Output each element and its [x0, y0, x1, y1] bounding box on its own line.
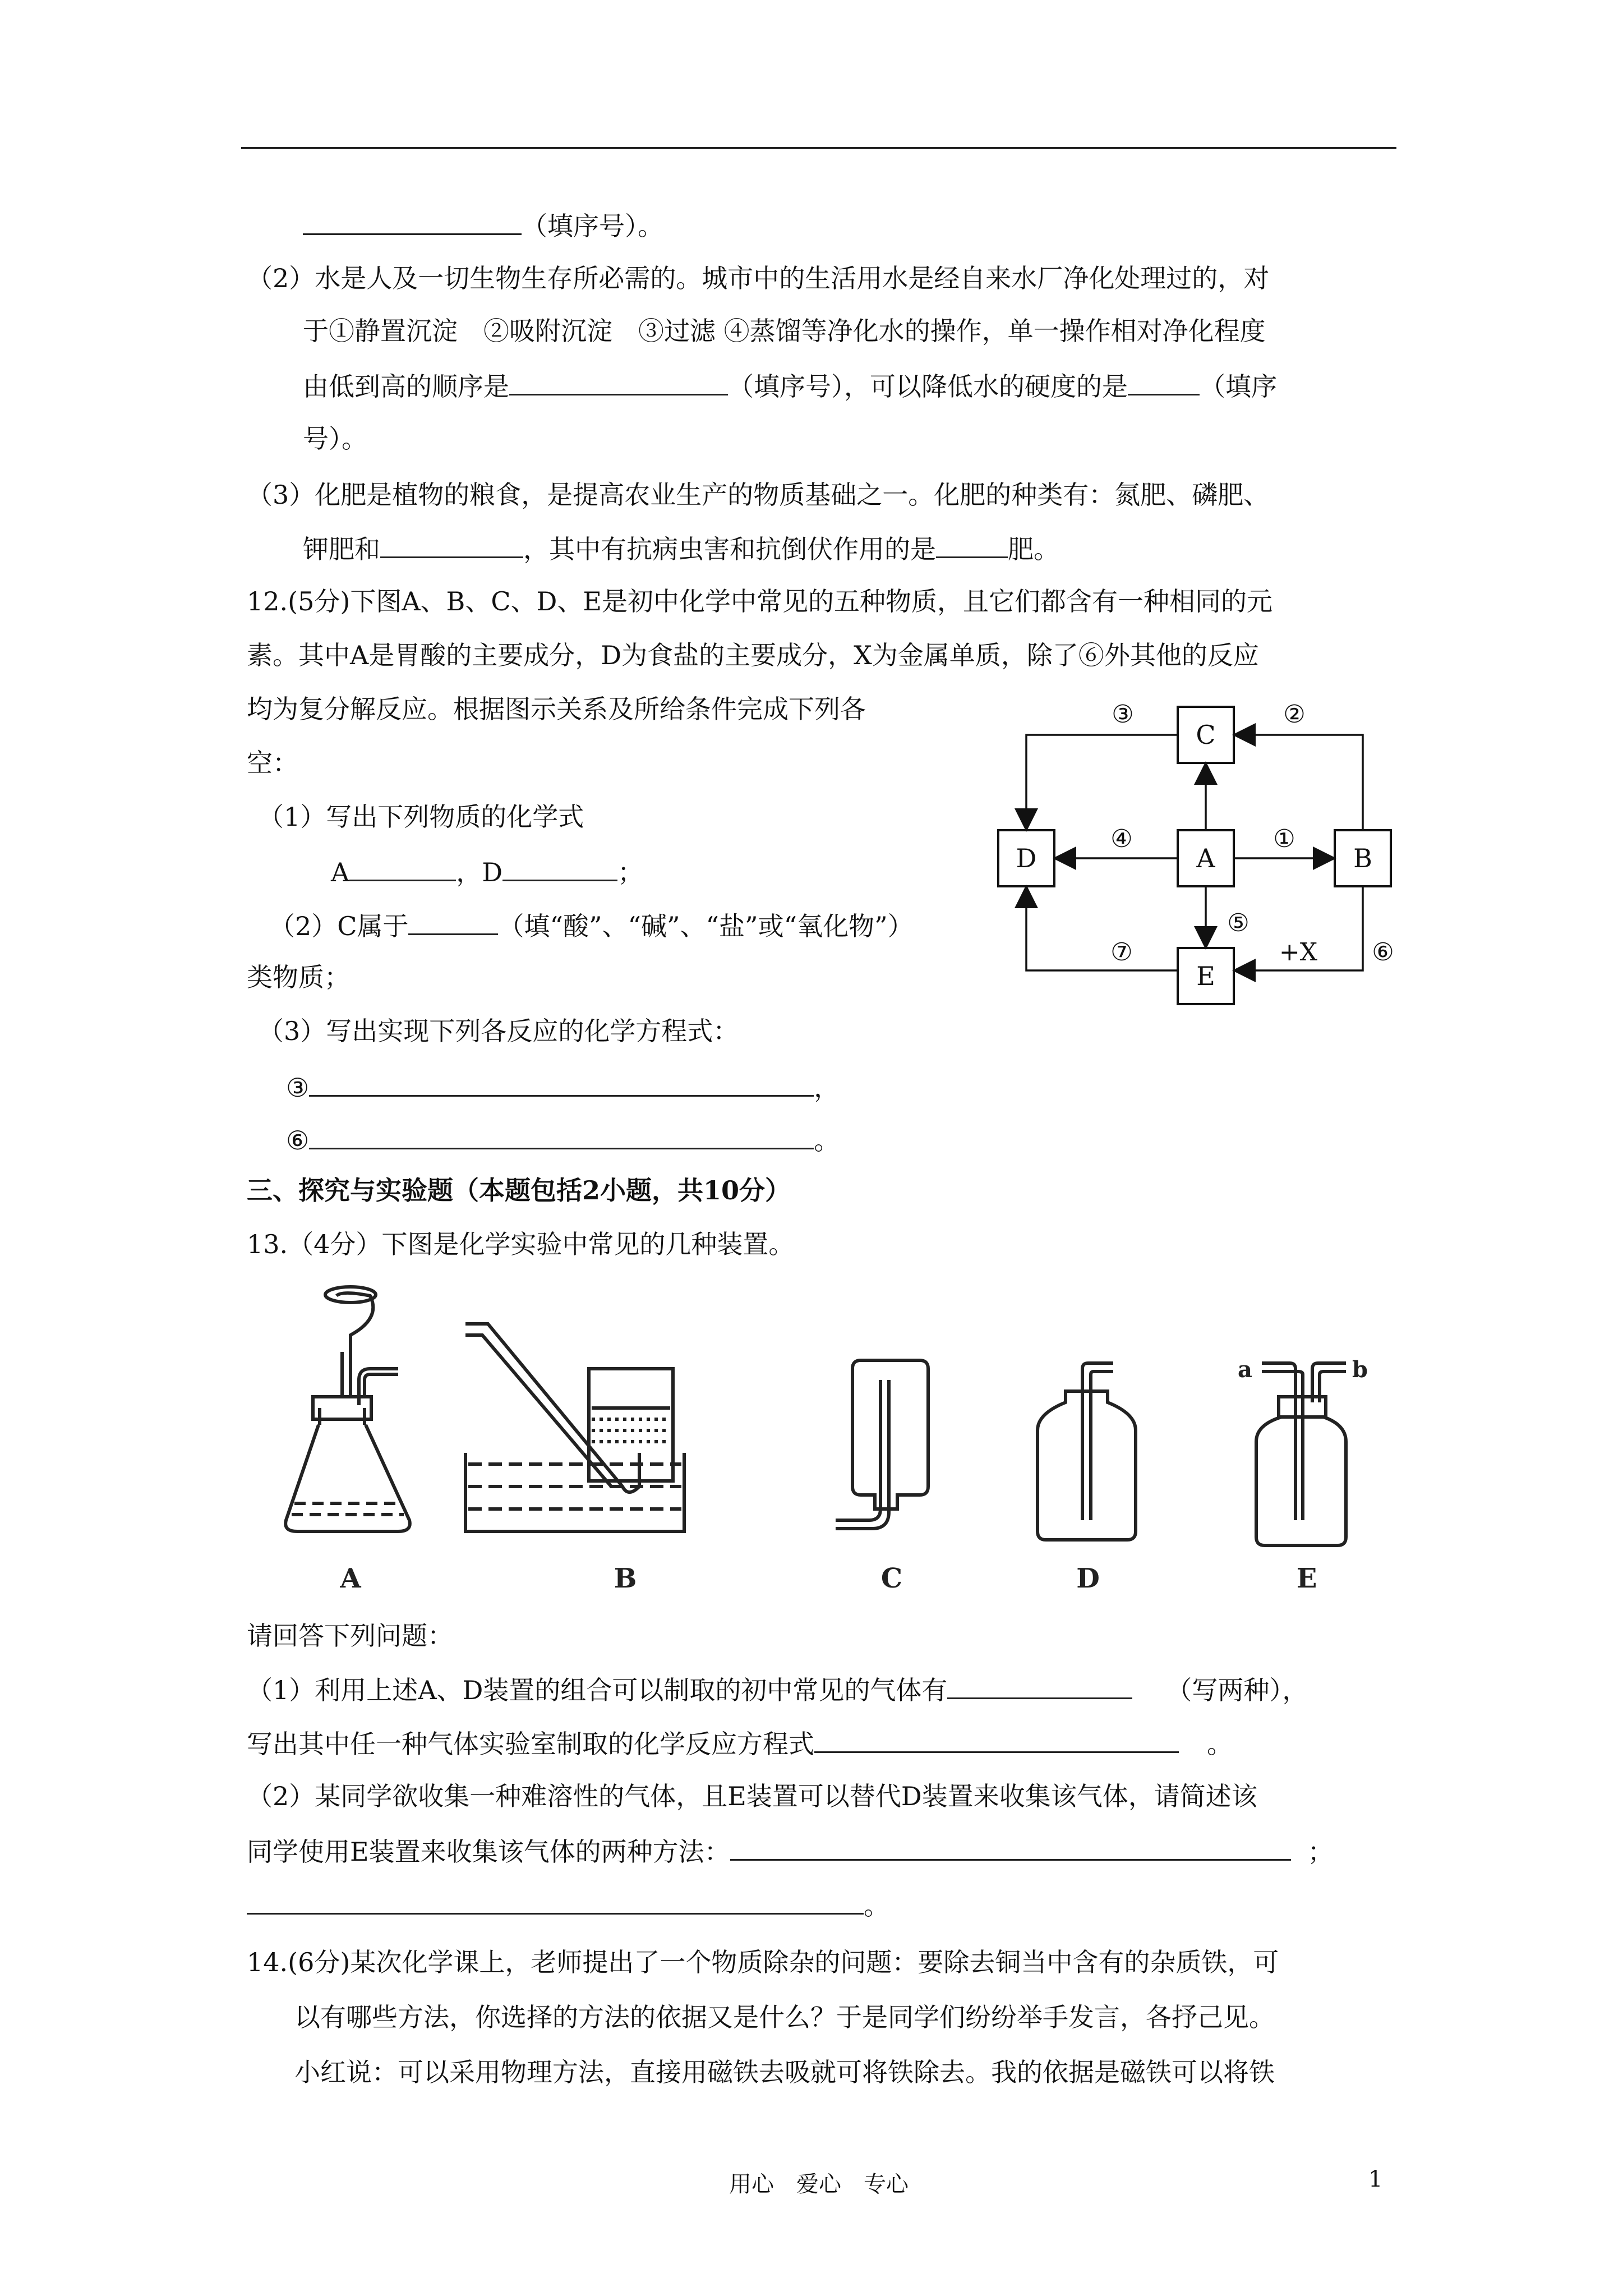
- answer-blank[interactable]: [936, 531, 1008, 558]
- apparatus-c: [836, 1360, 928, 1529]
- q14-line1: 14.(6分)某次化学课上，老师提出了一个物质除杂的问题：要除去铜当中含有的杂质铁，可: [247, 1947, 1279, 1977]
- answer-blank[interactable]: [247, 1887, 864, 1915]
- q12-sub1-answers: [331, 854, 643, 889]
- port-a-label: a: [1238, 1356, 1252, 1383]
- q14-line3: 小红说：可以采用物理方法，直接用磁铁去吸就可将铁除去。我的依据是磁铁可以将铁: [294, 2057, 1275, 2087]
- q11-p2-line3: [303, 368, 1277, 403]
- q13-p1d: 。: [1207, 1729, 1233, 1759]
- apparatus-b: [465, 1324, 684, 1531]
- q13-p2-line1: （2）某同学欲收集一种难溶性的气体，且E装置可以替代D装置来收集该气体，请简述该: [247, 1781, 1257, 1811]
- edge-label-5: ⑤: [1227, 909, 1249, 937]
- q12-sub2: [269, 908, 914, 943]
- page-number: 1: [1368, 2166, 1383, 2192]
- q11-p3-line2c: 肥。: [1008, 534, 1059, 564]
- apparatus-e: [1256, 1363, 1346, 1545]
- footer-motto: 用心 爱心 专心: [729, 2171, 909, 2197]
- answer-blank[interactable]: [309, 1122, 814, 1149]
- answer-blank[interactable]: [408, 908, 498, 935]
- apparatus-figure: [252, 1285, 1402, 1599]
- q11-p2-line3b: （填序号），可以降低水的硬度的是: [728, 371, 1128, 402]
- answer-blank[interactable]: [1128, 368, 1200, 395]
- header-rule: [241, 147, 1396, 149]
- q12-line3: 均为复分解反应。根据图示关系及所给条件完成下列各: [247, 694, 866, 724]
- edge-b-to-c: [1236, 735, 1363, 830]
- q13-p1-line2: [247, 1726, 1233, 1761]
- apparatus-a: [285, 1287, 410, 1531]
- q11-p2-line1: （2）水是人及一切生物生存所必需的。城市中的生活用水是经自来水厂净化处理过的，对: [247, 263, 1270, 293]
- q12-eq3-label: ③: [286, 1073, 310, 1103]
- q12-sub2a: （2）C属于: [269, 911, 409, 941]
- q13-p1b: （写两种），: [1166, 1675, 1308, 1705]
- q12-eq3-end: ，: [814, 1073, 840, 1103]
- apparatus-label-a: A: [340, 1563, 361, 1594]
- reaction-diagram: [987, 696, 1402, 1010]
- q12-sub1: （1）写出下列物质的化学式: [258, 802, 584, 832]
- port-b-label: b: [1352, 1356, 1368, 1383]
- q12-eq3: [286, 1069, 840, 1105]
- q14-line2: 以有哪些方法，你选择的方法的依据又是什么？于是同学们纷纷举手发言，各抒己见。: [294, 2002, 1275, 2032]
- answer-blank[interactable]: [947, 1672, 1132, 1699]
- node-a-label: A: [1196, 843, 1215, 873]
- q12-line2: 素。其中A是胃酸的主要成分，D为食盐的主要成分，X为金属单质，除了⑥外其他的反应: [247, 640, 1259, 670]
- q11-p2-line2: 于①静置沉淀 ②吸附沉淀 ③过滤 ④蒸馏等净化水的操作，单一操作相对净化程度: [303, 316, 1266, 346]
- q12-eq6: [286, 1122, 840, 1157]
- edge-e-to-d: [1026, 889, 1178, 970]
- q11-p3-line2a: 钾肥和: [303, 534, 380, 564]
- edge-label-3: ③: [1112, 700, 1134, 729]
- edge-label-1: ①: [1273, 825, 1295, 853]
- q12-eq6-label: ⑥: [286, 1125, 310, 1156]
- node-d-label: D: [1016, 843, 1037, 873]
- q11-p3-line2b: ，其中有抗病虫害和抗倒伏作用的是: [523, 534, 936, 564]
- q11-p2-line3a: 由低到高的顺序是: [303, 371, 509, 402]
- q12-label-a: A: [331, 857, 350, 887]
- answer-blank[interactable]: [380, 531, 523, 558]
- edge-label-7: ⑦: [1110, 938, 1133, 967]
- q13-p2-line3: [247, 1887, 889, 1922]
- q11-line0-text: （填序号）。: [522, 211, 663, 241]
- q11-p2-line3c: （填序: [1200, 371, 1277, 402]
- edge-label-6: ⑥: [1372, 938, 1394, 967]
- q12-line4: 空：: [247, 748, 298, 778]
- q12-sub2c: 类物质；: [247, 962, 350, 992]
- apparatus-label-d: D: [1076, 1563, 1100, 1594]
- q12-label-d: ，D: [456, 857, 503, 887]
- edge-label-2: ②: [1283, 700, 1306, 729]
- q13-p1c: 写出其中任一种气体实验室制取的化学反应方程式: [247, 1729, 814, 1759]
- node-e-label: E: [1196, 961, 1215, 991]
- answer-blank[interactable]: [730, 1833, 1291, 1861]
- answer-blank[interactable]: [509, 368, 728, 395]
- q13-p2b: 同学使用E装置来收集该气体的两种方法：: [247, 1837, 730, 1867]
- q13-p2c: ；: [1307, 1837, 1334, 1867]
- q13-ask: 请回答下列问题：: [247, 1621, 453, 1651]
- q13-p2d: 。: [864, 1890, 889, 1921]
- q12-line1: 12.(5分)下图A、B、C、D、E是初中化学中常见的五种物质，且它们都含有一种相同的元: [247, 586, 1272, 616]
- q13-p2-line2: [247, 1833, 1334, 1869]
- node-c-label: C: [1196, 720, 1216, 750]
- apparatus-label-c: C: [880, 1563, 903, 1594]
- answer-blank[interactable]: [814, 1726, 1179, 1753]
- edge-c-to-d: [1026, 735, 1178, 828]
- q11-line0: [303, 208, 663, 243]
- q13-p1a: （1）利用上述A、D装置的组合可以制取的初中常见的气体有: [247, 1675, 948, 1705]
- q12-eq6-end: 。: [814, 1125, 840, 1156]
- apparatus-label-b: B: [614, 1563, 637, 1594]
- node-b-label: B: [1353, 843, 1372, 873]
- answer-blank[interactable]: [502, 854, 617, 881]
- q12-sub2b: （填“酸”、“碱”、“盐”或“氧化物”）: [498, 911, 914, 941]
- edge-label-x: +X: [1279, 938, 1318, 967]
- apparatus-label-e: E: [1296, 1563, 1317, 1594]
- q12-sub1-end: ；: [617, 857, 644, 887]
- q13-line1: 13.（4分）下图是化学实验中常见的几种装置。: [247, 1229, 795, 1259]
- section3-title: 三、探究与实验题（本题包括2小题，共10分）: [247, 1175, 791, 1205]
- answer-blank[interactable]: [309, 1069, 814, 1097]
- apparatus-d: [1038, 1363, 1136, 1540]
- edge-label-4: ④: [1110, 825, 1133, 853]
- answer-blank[interactable]: [349, 854, 456, 881]
- answer-blank[interactable]: [303, 208, 522, 235]
- q13-p1-line1: [247, 1672, 1308, 1707]
- q11-p2-line4: 号）。: [303, 424, 367, 454]
- q11-p3-line2: [303, 531, 1059, 566]
- q12-sub3: （3）写出实现下列各反应的化学方程式：: [258, 1016, 739, 1046]
- q11-p3-line1: （3）化肥是植物的粮食，是提高农业生产的物质基础之一。化肥的种类有：氮肥、磷肥、: [247, 480, 1270, 510]
